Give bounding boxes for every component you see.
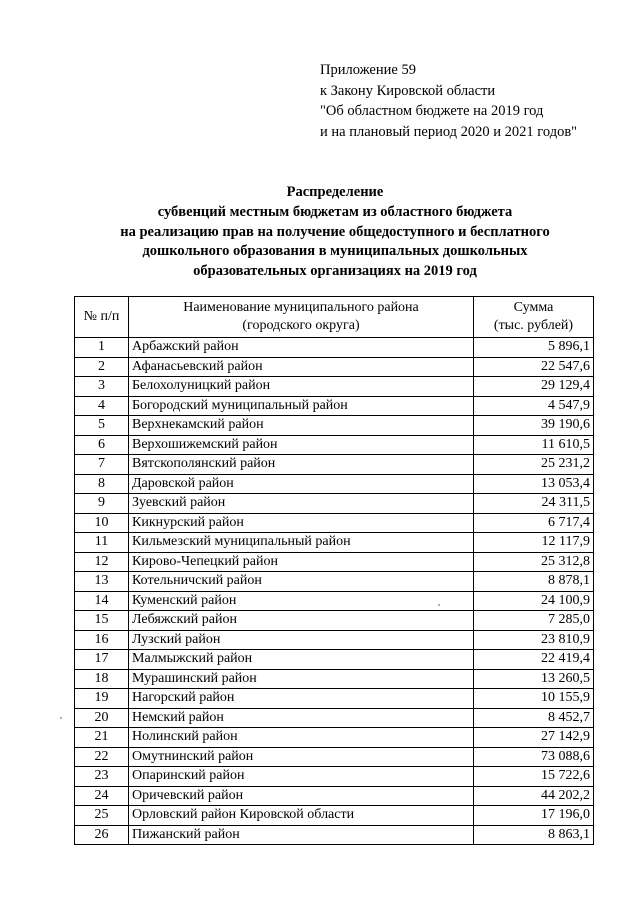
subsidy-amount: 22 419,4 [474,650,594,670]
subsidy-amount: 13 260,5 [474,669,594,689]
subsidy-amount: 6 717,4 [474,513,594,533]
table-row [75,377,594,397]
table-header-row [75,297,594,338]
scan-speck [438,604,440,606]
header-district-name [129,297,474,338]
table-row [75,806,594,826]
district-name: Верхошижемский район [129,435,474,455]
row-number: 9 [75,494,129,514]
row-number: 18 [75,669,129,689]
district-name: Малмыжский район [129,650,474,670]
table-row [75,338,594,358]
row-number: 11 [75,533,129,553]
district-name: Омутнинский район [129,747,474,767]
table-row [75,396,594,416]
table-row [75,572,594,592]
table-row [75,825,594,845]
district-name: Кикнурский район [129,513,474,533]
table-row [75,591,594,611]
district-name: Лебяжский район [129,611,474,631]
district-name: Богородский муниципальный район [129,396,474,416]
subsidy-amount: 17 196,0 [474,806,594,826]
row-number: 20 [75,708,129,728]
table-row [75,669,594,689]
district-name: Немский район [129,708,474,728]
subsidy-amount: 8 863,1 [474,825,594,845]
district-name: Кильмезский муниципальный район [129,533,474,553]
row-number: 25 [75,806,129,826]
district-name: Зуевский район [129,494,474,514]
title-line: дошкольного образования в муниципальных дошкольных [142,243,528,260]
district-name: Верхнекамский район [129,416,474,436]
subsidy-amount: 15 722,6 [474,767,594,787]
district-name: Куменский район [129,591,474,611]
table-row [75,494,594,514]
table-row [75,708,594,728]
district-name: Мурашинский район [129,669,474,689]
header-sum-line2: (тыс. рублей) [493,318,574,333]
row-number: 22 [75,747,129,767]
table-row [75,455,594,475]
row-number: 6 [75,435,129,455]
district-name: Котельничский район [129,572,474,592]
row-number: 21 [75,728,129,748]
district-name: Нагорский район [129,689,474,709]
header-sum-line1: Сумма [513,300,554,315]
table-row [75,357,594,377]
table-row [75,728,594,748]
table-row [75,689,594,709]
table-row [75,533,594,553]
row-number: 12 [75,552,129,572]
row-number: 3 [75,377,129,397]
district-name: Даровской район [129,474,474,494]
header-name-line2: (городского округа) [242,318,360,333]
subsidy-amount: 29 129,4 [474,377,594,397]
appendix-line: "Об областном бюджете на 2019 год [320,103,544,119]
scan-speck [60,717,62,719]
table-row [75,435,594,455]
table-row [75,611,594,631]
subsidy-amount: 27 142,9 [474,728,594,748]
subsidy-amount: 4 547,9 [474,396,594,416]
district-name: Арбажский район [129,338,474,358]
table-row [75,630,594,650]
district-name: Опаринский район [129,767,474,787]
row-number: 7 [75,455,129,475]
row-number: 5 [75,416,129,436]
subsidy-amount: 13 053,4 [474,474,594,494]
appendix-line: к Закону Кировской области [320,82,496,99]
row-number: 14 [75,591,129,611]
subsidy-amount: 25 231,2 [474,455,594,475]
district-name: Вятскополянский район [129,455,474,475]
title-line: образовательных организациях на 2019 год [193,263,477,280]
document-title [60,183,610,282]
subsidy-amount: 8 452,7 [474,708,594,728]
subsidy-amount: 12 117,9 [474,533,594,553]
row-number: 23 [75,767,129,787]
district-name: Нолинский район [129,728,474,748]
table-row [75,747,594,767]
title-line: Распределение [286,184,384,200]
table-row [75,767,594,787]
subsidy-amount: 5 896,1 [474,338,594,358]
district-name: Белохолуницкий район [129,377,474,397]
appendix-line: и на плановый период 2020 и 2021 годов" [320,123,578,140]
subsidy-amount: 23 810,9 [474,630,594,650]
table-row [75,552,594,572]
row-number: 4 [75,396,129,416]
subsidy-amount: 22 547,6 [474,357,594,377]
subsidy-amount: 39 190,6 [474,416,594,436]
subsidy-amount: 8 878,1 [474,572,594,592]
table-body [75,338,594,845]
header-number [75,297,129,338]
table-row [75,416,594,436]
row-number: 17 [75,650,129,670]
appendix-reference [320,60,577,142]
header-sum [474,297,594,338]
subsidy-amount: 25 312,8 [474,552,594,572]
subsidy-amount: 73 088,6 [474,747,594,767]
subsidy-amount: 24 311,5 [474,494,594,514]
subsidy-amount: 44 202,2 [474,786,594,806]
appendix-line: Приложение 59 [320,62,416,78]
table-row [75,513,594,533]
subsidy-amount: 24 100,9 [474,591,594,611]
row-number: 1 [75,338,129,358]
row-number: 8 [75,474,129,494]
subsidy-amount: 10 155,9 [474,689,594,709]
row-number: 16 [75,630,129,650]
row-number: 24 [75,786,129,806]
row-number: 10 [75,513,129,533]
district-name: Оричевский район [129,786,474,806]
title-line: субвенций местным бюджетам из областного бюджета [157,203,513,220]
district-name: Пижанский район [129,825,474,845]
table-row [75,650,594,670]
title-line: на реализацию прав на получение общедоступного и бесплатного [120,223,550,240]
header-name-line1: Наименование муниципального района [183,300,419,315]
table-row [75,786,594,806]
row-number: 15 [75,611,129,631]
distribution-table [74,296,594,845]
subsidy-amount: 11 610,5 [474,435,594,455]
subsidy-amount: 7 285,0 [474,611,594,631]
district-name: Орловский район Кировской области [129,806,474,826]
row-number: 19 [75,689,129,709]
district-name: Лузский район [129,630,474,650]
row-number: 13 [75,572,129,592]
table-row [75,474,594,494]
district-name: Афанасьевский район [129,357,474,377]
row-number: 2 [75,357,129,377]
header-number-label: № п/п [83,309,120,324]
district-name: Кирово-Чепецкий район [129,552,474,572]
row-number: 26 [75,825,129,845]
